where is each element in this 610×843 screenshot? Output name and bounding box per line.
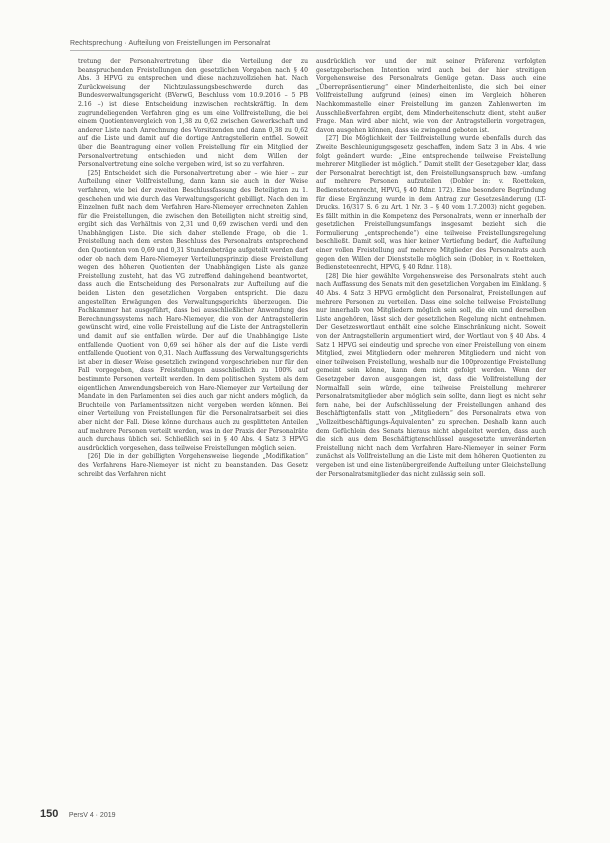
- paragraph: tretung der Personalvertretung über die Verteilung der zu beanspruchenden Freistellungen den gesetzlichen Vorgaben nach § 40 Abs. 3 HPVG zu entsprechen und diese nachzuvollziehen hat. Nach Zurückweisung der Nichtzulassungsbeschwerde durch das Bundesverwaltungsgericht (BVerwG, Beschluss vom 10.9.2016 – 5 PB 2.16 –) ist diese Entscheidung inzwischen rechtskräftig. In dem zugrundeliegenden Verfahren ging es um eine Vollfreistellung, die bei einem Quotientenvergleich von 1,38 zu 0,62 zwischen Gewerkschaft und anderer Liste nach Anrechnung des Vorsitzenden und dann 0,38 zu 0,62 auf die Liste und damit auf die dortige Antragstellerin entfiel. Soweit über die Beantragung einer vollen Freistellung für ein Mitglied der Personalvertretung entschieden und nicht dem Willen der Personalvertretung eine solche vergeben wird, ist so zu verfahren.: [78, 58, 308, 169]
- paragraph: [28] Die hier gewählte Vorgehensweise des Personalrats steht auch nach Auffassung des Senats mit den gesetzlichen Vorgaben im Einklang. § 40 Abs. 4 Satz 3 HPVG ermöglicht den Personalrat, Freistellungen auf mehrere Personen zu verteilen. Dass eine solche teilweise Freistellung nur innerhalb von Mitgliedern möglich sein soll, die ein und derselben Liste angehören, lässt sich der gesetzlichen Regelung nicht entnehmen. Der Gesetzeswortlaut enthält eine solche Einschränkung nicht. Soweit von der Antragstellerin argumentiert wird, der Wortlaut von § 40 Abs. 4 Satz 1 HPVG sei eindeutig und spreche von einer Freistellung von einem Mitglied, zwei Mitgliedern oder mehreren Mitgliedern und nicht von einer teilweisen Freistellung, weshalb nur die 100prozentige Freistellung gemeint sein könne, kann dem nicht gefolgt werden. Wenn der Gesetzgeber davon ausgegangen ist, dass die Vollfreistellung der Normalfall sein würde, eine teilweise Freistellung mehrerer Personalratsmitglieder aber möglich sein sollte, dann liegt es nicht sehr fern nahe, bei der Aufschlüsselung der Freistellungen anhand des Beschäftigtenfalls statt von „Mitgliedern“ des Personalrats etwa von „Vollzeitbeschäftigungs-Äquivalenten“ zu sprechen. Deshalb kann auch dem Gefüchlein des Senats hieraus nicht abgeleitet werden, dass auch die sich aus dem Beschäftigtenschlüssel ausgesetzte unveränderten Freistellung nicht nach dem Verfahren Hare-Niemeyer in seiner Form zunächst als Vollfreistellung an die Liste mit dem höheren Quotienten zu vergeben ist und eine listenübergreifende Aufteilung unter Gleichstellung der Personalratsmitglieder das nicht zulässig sein soll.: [316, 272, 546, 478]
- left-text-column: [78, 58, 308, 770]
- paragraph: ausdrücklich vor und der mit seiner Präferenz verfolgten gesetzgeberischen Intention wird auch bei der hier streitigen Vorgehensweise des Personalrats Genüge getan. Dass auch eine „Überrepräsentierung“ einer Minderheitenliste, die sich bei einer Vollfreistellung aufgrund (eines) einen im Vergleich höheren Nachkommastelle einer Freistellung im ganzen Zahlenwerten im Ausschließverfahren ergibt, dem Minderheitenschutz dient, steht außer Frage. Man wird aber nicht, wie von der Antragstellerin vorgetragen, davon ausgehen können, dass sie zwingend geboten ist.: [316, 58, 546, 134]
- running-title: Rechtsprechung · Aufteilung von Freistellungen im Personalrat: [70, 40, 271, 47]
- running-header: [70, 40, 540, 51]
- right-text-column: [316, 58, 546, 770]
- paragraph: [25] Entscheidet sich die Personalvertretung aber – wie hier – zur Aufteilung einer Vollfreistellung, dann kann sie auch in der Weise verfahren, wie bei der zweiten Beschlussfassung des Beteiligten zu 1. geschehen und wie durch das Verwaltungsgericht gebilligt. Nach den im Einzelnen fußt nach dem Verfahren Hare-Niemeyer errechneten Zahlen für die Freistellungen, die zwischen den Beteiligten nicht streitig sind, ergibt sich das Verhältnis von 2,31 und 0,69 zwischen verdi und den Unabhängigen Liste. Die sich daher stellende Frage, ob die 1. Freistellung nach dem ersten Beschluss des Personalrats entsprechend den Quotienten von 0,69 und 0,31 Stundenbeträge aufgeteilt werden darf oder ob nach dem Hare-Niemeyer Verteilungsprinzip diese Freistellung wegen des höheren Quotienten der Unabhängigen Liste als ganze Freistellung zusteht, hat das VG zutreffend dahingehend beantwortet, dass auch die Entscheidung des Personalrats zur Aufteilung auf die beiden Listen den gesetzlichen Vorgaben entspricht. Die dazu angestellten Erwägungen des Verwaltungsgerichts überzeugen. Die Fachkammer hat ausgeführt, dass bei ausschließlicher Anwendung des Berechnungssystems nach Hare-Niemeyer, die von der Antragstellerin gewünscht wird, eine volle Freistellung auf die Liste der Antragstellerin und damit auf sie entfallen würde. Der auf die Unabhängige Liste entfallende Quotient von 0,69 sei höher als der auf die Liste verdi entfallende Quotient von 0,31. Nach Auffassung des Verwaltungsgerichts ist aber in dieser Weise gesetzlich zwingend vorgeschrieben nur für den Fall vorgegeben, dass Freistellungen ausschließlich zu 100% auf bestimmte Personen verteilt werden. In dem politischen System als dem eigentlichen Anwendungsbereich von Hare-Niemeyer zur Verteilung der Mandate in den Parlamenten sei dies auch gar nicht anders möglich, da Bruchteile von Parlamentssitzen nicht vergeben werden können. Bei einer Verteilung von Freistellungen für die Personalratsarbeit sei dies aber nicht der Fall. Diese könne durchaus auch zu gesplitteten Anteilen auf mehrere Personen verteilt werden, was in der Praxis der Personalräte auch durchaus üblich sei. Schließlich sei in § 40 Abs. 4 Satz 3 HPVG ausdrücklich vorgesehen, dass teilweise Freistellungen möglich seien.: [78, 169, 308, 452]
- journal-issue: PersV 4 · 2019: [68, 812, 116, 819]
- paragraph: [26] Die in der gebilligten Vorgehensweise liegende „Modifikation“ des Verfahrens Hare-Niemeyer ist nicht zu beanstanden. Das Gesetz schreibt das Verfahren nicht: [78, 453, 308, 478]
- page-number: 150: [40, 808, 59, 820]
- paragraph: [27] Die Möglichkeit der Teilfreistellung wurde ebenfalls durch das Zweite Beschleunigungsgesetz geschaffen, indem Satz 3 in Abs. 4 wie folgt geändert wurde: „Eine entsprechende teilweise Freistellung mehrerer Mitglieder ist möglich.“ Damit stellt der Gesetzgeber klar, dass der Personalrat berechtigt ist, den Freistellungsanspruch bzw. -umfang auf mehrere Personen aufzuteilen (Dobler in: v. Roetteken, Bediensteteenrecht, HPVG, § 40 Rdnr. 172). Eine besondere Begründung für diese Ergänzung wurde in dem Antrag zur Gesetzesänderung (LT-Drucks. 16/317 S. 6 zu Art. 1 Nr. 3 – § 40 vom 1.7.2003) nicht gegeben. Es fällt mithin in die Kompetenz des Personalrats, wenn er innerhalb der gesetzlichen Freistellungsumfangs insgesamt bezieht sich die Formulierung „entsprechende“) eine teilweise Freistellungsregelung beschließt. Damit soll, was hier keiner Vertiefung bedarf, die Aufteilung einer vollen Freistellung auf mehrere Mitglieder des Personalrats auch gegen den Willen der Dienststelle möglich sein (Dobler, in v. Roetteken, Bediensteteenrecht, HPVG, § 40 Rdnr. 118).: [316, 135, 546, 272]
- page-footer: [40, 804, 116, 822]
